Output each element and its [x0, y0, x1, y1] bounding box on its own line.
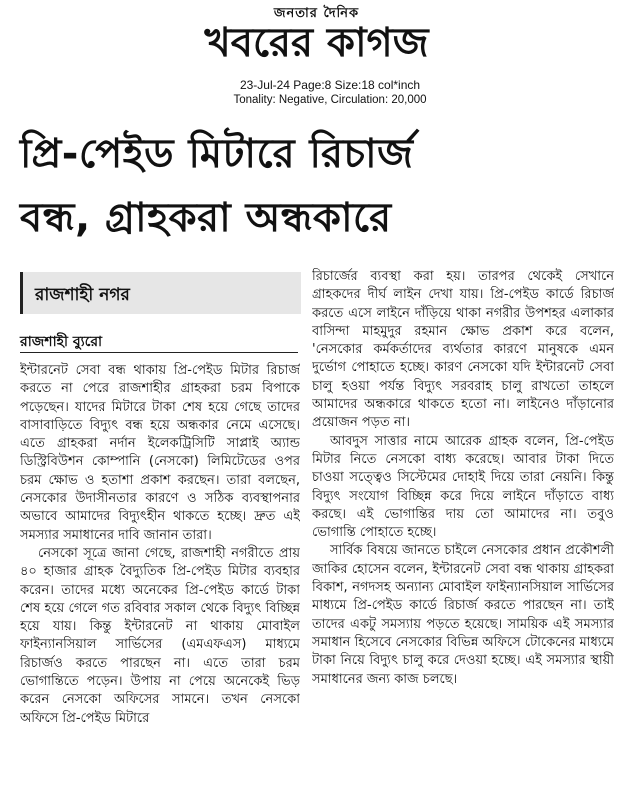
paragraph: নেসকো সূত্রে জানা গেছে, রাজশাহী নগরীতে প্রায় ৪০ হাজার গ্রাহক বৈদ্যুতিক প্রি-পেইড মিটার ব্যবহার করেন। তাদের মধ্যে অনেকের প্রি-পেইড কার্ডে টাকা শেষ হয়ে গেলে গত রবিবার সকাল থেকে বিদ্যুৎ বিচ্ছিন্ন হয়ে যায়। কিন্তু ইন্টারনেট না থাকায় মোবাইল ফাইন্যানসিয়াল সার্ভিসের (এমএফএস) মাধ্যমে রিচার্জও করতে পারছেন না। এতে তারা চরম ভোগান্তিতে পড়েন। উপায় না পেয়ে অনেকেই ভিড় করেন নেসকো অফিসের সামনে। তখন নেসকো অফিসে প্রি-পেইড মিটারে [20, 545, 300, 726]
paragraph: ইন্টারনেট সেবা বন্ধ থাকায় প্রি-পেইড মিটার রিচার্জ করতে না পেরে রাজশাহীর গ্রাহকরা চরম বিপাকে পড়েছেন। যাদের মিটারে টাকা শেষ হয়ে গেছে তাদের বাসাবাড়িতে বিদ্যুৎ বন্ধ হয়ে অন্ধকার নেমে এসেছে। এতে গ্রাহকরা নর্দান ইলেকট্রিসিটি সাপ্লাই অ্যান্ড ডিস্ট্রিবিউশন কোম্পানি (নেসকো) লিমিটেডের ওপর চরম ক্ষোভ ও হতাশা প্রকাশ করছেন। তারা বলছেন, নেসকোর উদাসীনতার কারণে ও সঠিক ব্যবস্থাপনার অভাবে আমাদের বিদ্যুৎহীন থাকতে হচ্ছে। দ্রুত এই সমস্যার সমাধানের দাবি জানান তারা। [20, 363, 300, 543]
paragraph: আবদুস সাত্তার নামে আরেক গ্রাহক বলেন, প্রি-পেইড মিটার নিতে নেসকো বাধ্য করেছে। আবার টাকা দিতে চাওয়া সত্ত্বেও সিস্টেমের দোহাই দিয়ে তারা নেয়নি। কিন্তু বিদ্যুৎ সংযোগ বিচ্ছিন্ন করে দিয়ে লাইনে দাঁড়াতে বাধ্য করছে। এই ভোগান্তির দায় তো আমাদের না। তবুও ভোগান্তি পোহাতে হচ্ছে। [312, 433, 614, 541]
masthead-kicker: জনতার দৈনিক [273, 6, 360, 21]
clipping-meta-tonality: Tonality: Negative, Circulation: 20,000 [233, 94, 427, 106]
byline: রাজশাহী ব্যুরো [20, 334, 103, 350]
section-tag [20, 272, 301, 314]
article-headline [20, 122, 620, 250]
paragraph: রিচার্জের ব্যবস্থা করা হয়। তারপর থেকেই সেখানে গ্রাহকদের দীর্ঘ লাইন দেখা যায়। প্রি-পেইড কার্ডে রিচার্জ করতে এসে লাইনে দাঁড়িয়ে থাকা নগরীর উপশহর এলাকার বাসিন্দা মাহমুদুর রহমান ক্ষোভ প্রকাশ করে বলেন, 'নেসকোর কর্মকর্তাদের ব্যর্থতার কারণে মানুষকে এমন দুর্ভোগ পোহাতে হচ্ছে। কারণ নেসকো যদি ইন্টারনেট সেবা চালু হওয়া পর্যন্ত বিদ্যুৎ সরবরাহ চালু রাখতো তাহলে আমাদের অন্ধকারে থাকতে হতো না। লাইনেও দাঁড়ানোর প্রয়োজন পড়ত না। [312, 269, 614, 431]
byline-divider [20, 352, 298, 353]
masthead [0, 0, 633, 112]
headline-line-2: বন্ধ, গ্রাহকরা অন্ধকারে [20, 195, 392, 241]
headline-line-1: প্রি-পেইড মিটারে রিচার্জ [20, 131, 414, 177]
newspaper-logo: খবরের কাগজ [204, 19, 429, 66]
article-column-right [312, 268, 614, 790]
clipping-meta-date: 23-Jul-24 Page:8 Size:18 col*inch [239, 78, 421, 92]
paragraph: সার্বিক বিষয়ে জানতে চাইলে নেসকোর প্রধান প্রকৌশলী জাকির হোসেন বলেন, ইন্টারনেট সেবা বন্ধ থাকায় গ্রাহকরা বিকাশ, নগদসহ অন্যান্য মোবাইল ফাইন্যানসিয়াল সার্ভিসের মাধ্যমে প্রি-পেইড কার্ডে রিচার্জ করতে পারছেন না। তাই তাদের একটু সমস্যায় পড়তে হয়েছে। সাময়িক এই সমস্যার সমাধান হিসেবে নেসকোর বিভিন্ন অফিসে টোকেনের মাধ্যমে টাকা নিয়ে বিদ্যুৎ চালু করে দেওয়া হচ্ছে। এই সমস্যার স্থায়ী সমাধানের জন্য কাজ চলছে। [312, 543, 614, 687]
article-column-left [20, 362, 300, 790]
section-label: রাজশাহী নগর [35, 285, 130, 305]
